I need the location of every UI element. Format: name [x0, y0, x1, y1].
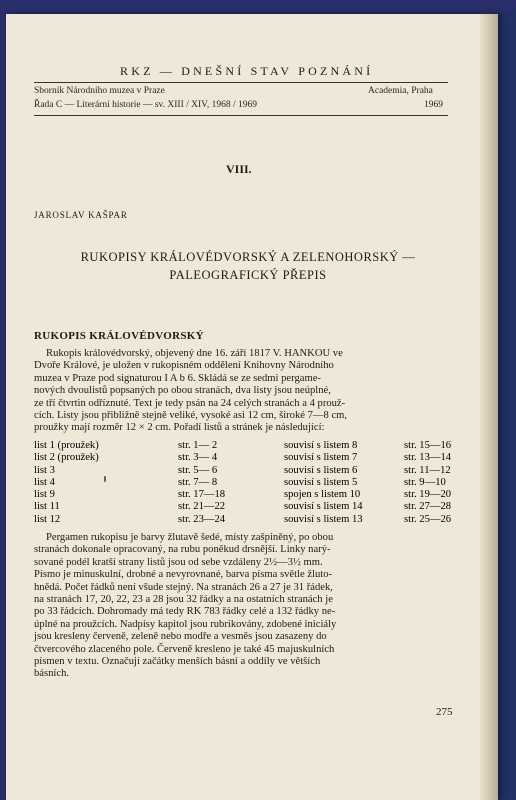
paragraph-2-line: na stranách 17, 20, 22, 23 a 28 jsou 32 řádky a na ostatních stranách je — [34, 594, 333, 606]
paragraph-2-line: čtvercového zlaceného pole. Červeně kresleno je také 45 majuskulních — [34, 643, 335, 655]
leaf-list: list 2 (proužek) — [34, 452, 99, 464]
leaf-list: list 1 (proužek) — [34, 440, 99, 451]
series-line-1: Sborník Národního muzea v Praze — [34, 86, 165, 96]
leaf-row — [34, 465, 454, 477]
paragraph-2-line: básních. — [34, 668, 70, 680]
paragraph-2-line: po 33 řádcích. Dohromady má tedy RK 783 řádky celé a 132 řádky ne- — [34, 606, 336, 618]
page-spine-shadow — [480, 14, 498, 800]
leaf-relation: souvisí s listem 8 — [284, 440, 358, 451]
paragraph-1-line: ze tří čtvrtin odříznuté. Text je tedy psán na 24 celých stranách a 4 prouž- — [34, 397, 346, 409]
paragraph-2 — [34, 532, 452, 681]
series-line-2: Řada C — Literární historie — sv. XIII / XIV, 1968 / 1969 — [34, 100, 257, 110]
article-title-line-2: PALEOGRAFICKÝ PŘEPIS — [169, 268, 327, 282]
paragraph-2-line: sované podél kratší strany listů jsou od sebe vzdáleny 2½—3½ mm. — [34, 556, 323, 568]
paragraph-2-line: jsou kresleny červeně, zeleně nebo modře a vesměs jsou zasazeny do — [34, 631, 327, 643]
leaf-pair-pages: str. 19—20 — [404, 489, 452, 501]
leaf-relation: spojen s listem 10 — [284, 489, 361, 501]
leaf-row — [34, 501, 454, 513]
paragraph-1-line: cích. Listy jsou přibližně stejně veliké, vysoké asi 12 cm, široké 7—8 cm, — [34, 410, 348, 422]
leaf-relation: souvisí s listem 6 — [284, 464, 358, 476]
page-number: 275 — [436, 706, 453, 718]
paragraph-1-line: muzea v Praze pod signaturou I A b 6. Skládá se ze sedmi pergame- — [34, 372, 321, 384]
paragraph-1-line: proužky mají rozměr 12 × 2 cm. Pořadí listů a stránek je následující: — [34, 422, 325, 434]
leaf-row — [34, 489, 454, 501]
leaf-row — [34, 514, 454, 526]
leaf-pages: str. 23—24 — [178, 513, 226, 525]
leaf-list: list 3 — [34, 464, 55, 476]
ink-mark — [104, 476, 106, 482]
paragraph-2-line: stranách dokonale opracovaný, na rubu poněkud drsnější. Linky narý- — [34, 544, 331, 556]
paragraph-2-line: úplné na proužcích. Nadpisy kapitol jsou rubrikovány, zdobené iniciály — [34, 618, 337, 630]
article-title-line-1: RUKOPISY KRÁLOVÉDVORSKÝ A ZELENOHORSKÝ — — [80, 250, 416, 264]
paragraph-2-line: Písmo je minuskulní, drobné a nevyrovnané, barva písma světle žluto- — [34, 569, 333, 581]
leaf-pair-pages: str. 25—26 — [404, 513, 452, 525]
leaf-pair-pages: str. 9—10 — [404, 476, 446, 488]
author-name: JAROSLAV KAŠPAR — [34, 210, 128, 220]
leaf-relation: souvisí s listem 13 — [284, 513, 363, 525]
section-heading: RUKOPIS KRÁLOVÉDVORSKÝ — [34, 330, 204, 342]
leaf-row — [34, 477, 454, 489]
leaf-list: list 9 — [34, 489, 55, 501]
leaf-pair-pages: str. 13—14 — [404, 452, 452, 464]
paragraph-1-line: Dvoře Králové, je uložen v rukopisném oddělení Knihovny Národního — [34, 360, 334, 372]
paragraph-2-line: Pergamen rukopisu je barvy žlutavě šedé, místy zašpiněný, po obou — [46, 532, 334, 543]
paragraph-2-line: hnědá. Počet řádků není všude stejný. Na stranách 26 a 27 je 31 řádek, — [34, 581, 333, 593]
leaf-list: list 12 — [34, 513, 61, 525]
leaf-pages: str. 5— 6 — [178, 464, 218, 476]
leaf-row — [34, 440, 454, 452]
paragraph-2-line: písmen v textu. Označují začátky menších básní a oddíly ve větších — [34, 656, 321, 668]
publication-year: 1969 — [424, 100, 443, 110]
leaf-list: list 4 — [34, 476, 55, 488]
leaf-pair-pages: str. 15—16 — [404, 440, 452, 451]
publisher: Academia, Praha — [368, 86, 433, 96]
leaf-pages: str. 7— 8 — [178, 476, 218, 488]
leaf-relation: souvisí s listem 7 — [284, 452, 358, 464]
leaf-row — [34, 452, 454, 464]
leaf-pair-pages: str. 27—28 — [404, 501, 452, 513]
leaf-pages: str. 21—22 — [178, 501, 226, 513]
leaf-relation: souvisí s listem 5 — [284, 476, 358, 488]
paragraph-1-line: Rukopis královédvorský, objevený dne 16. září 1817 V. HANKOU ve — [46, 348, 343, 359]
leaf-relation: souvisí s listem 14 — [284, 501, 363, 513]
leaf-table — [34, 440, 454, 526]
leaf-pages: str. 17—18 — [178, 489, 226, 501]
leaf-pages: str. 3— 4 — [178, 452, 218, 464]
leaf-pages: str. 1— 2 — [178, 440, 218, 451]
header-rule-bottom — [34, 115, 448, 116]
paragraph-1-line: nových dvoulistů popsaných po obou stranách, dva listy jsou neúplné, — [34, 385, 331, 397]
book-edge — [498, 10, 516, 800]
paragraph-1 — [34, 348, 452, 435]
running-header-title: RKZ — DNEŠNÍ STAV POZNÁNÍ — [120, 64, 374, 78]
leaf-pair-pages: str. 11—12 — [404, 464, 451, 476]
header-rule-top — [34, 82, 448, 83]
chapter-number: VIII. — [226, 162, 252, 176]
leaf-list: list 11 — [34, 501, 60, 513]
